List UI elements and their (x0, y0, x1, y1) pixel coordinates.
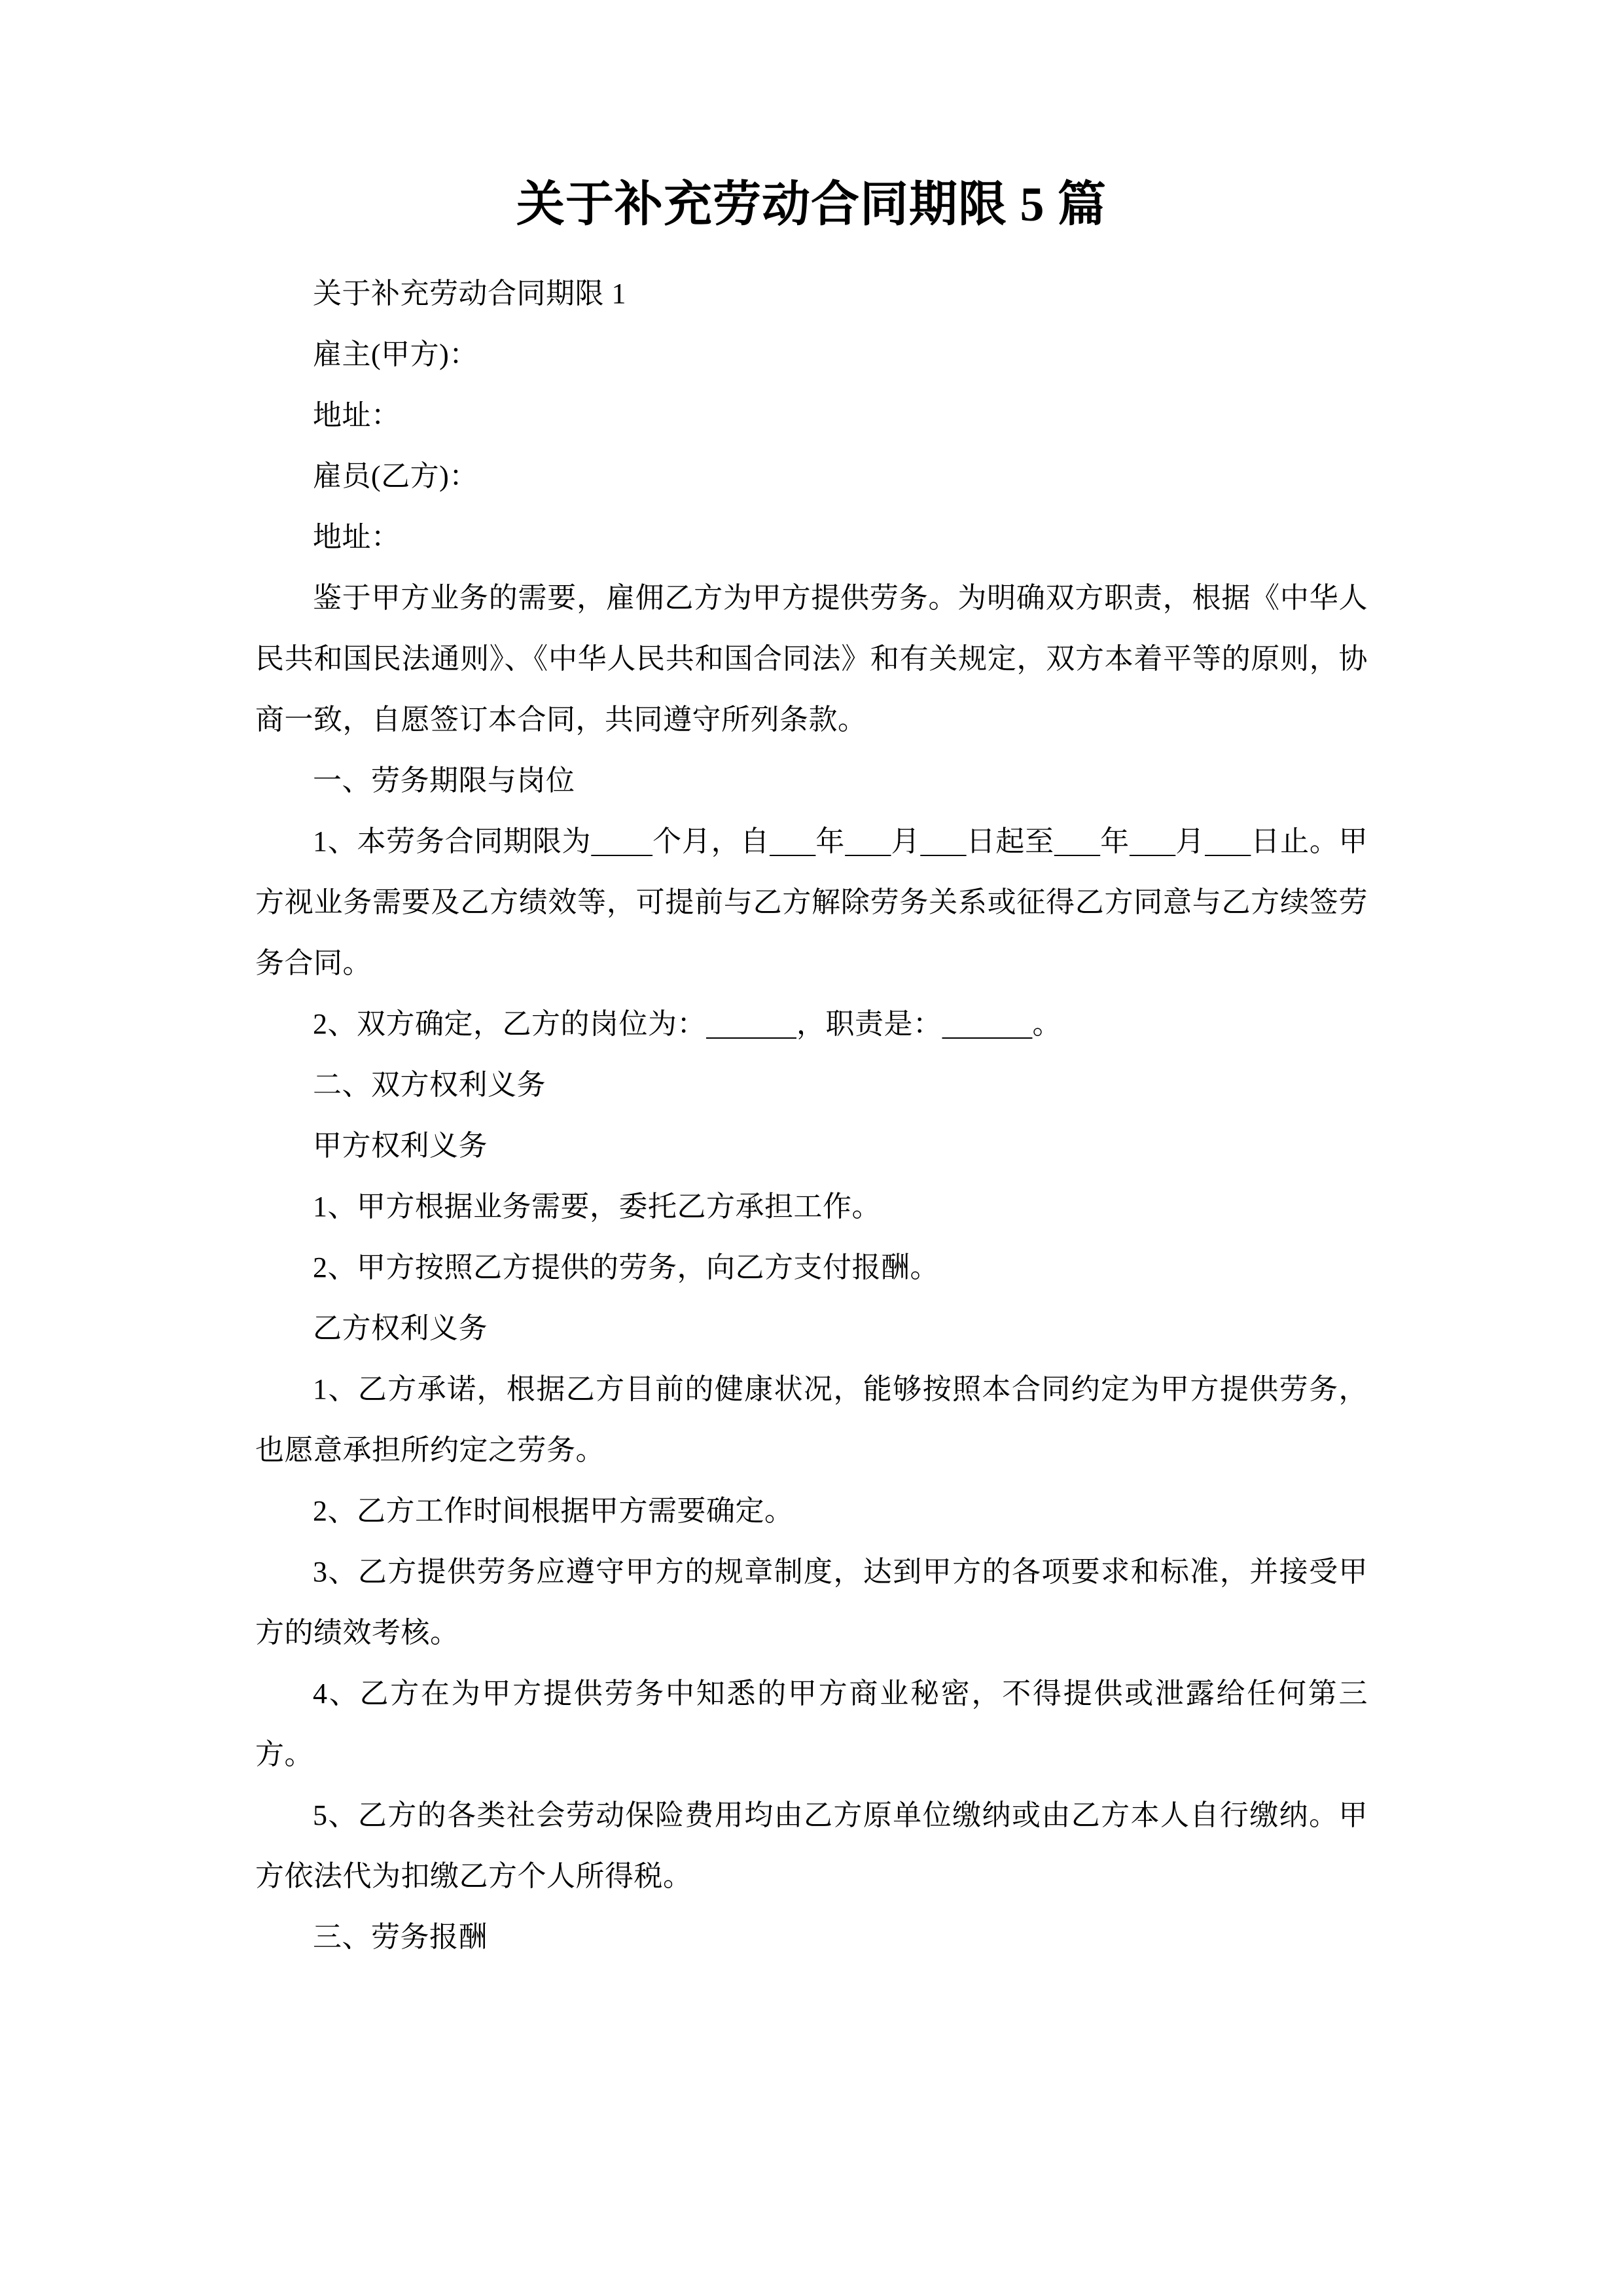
fill-in-blank (920, 825, 966, 857)
paragraph-employee: 雇员(乙方)： (313, 460, 478, 493)
paragraph-sec2_a1: 1、甲方根据业务需要，委托乙方承担工作。 (313, 1191, 881, 1223)
paragraph-heading_sub: 关于补充劳动合同期限 1 (313, 278, 626, 310)
document-text-column (255, 0, 1368, 1967)
paragraph-addr1: 地址： (313, 399, 401, 432)
paragraph-sec3_title: 三、劳务报酬 (313, 1921, 488, 1954)
fill-in-blank (845, 825, 891, 857)
paragraph-sec2_b5: 5、乙方的各类社会劳动保险费用均由乙方原单位缴纳或由乙方本人自行缴纳。甲方依法代为扣缴乙方个人所得税。 (255, 1799, 1368, 1893)
page-title: 关于补充劳动合同期限 5 篇 (516, 178, 1107, 232)
paragraph-sec2_b3: 3、乙方提供劳务应遵守甲方的规章制度，达到甲方的各项要求和标准，并接受甲方的绩效考核。 (255, 1556, 1368, 1649)
paragraph-sec2_title: 二、双方权利义务 (313, 1069, 546, 1102)
paragraph-sec2_partyB: 乙方权利义务 (313, 1312, 488, 1345)
paragraph-sec2_partyA: 甲方权利义务 (313, 1130, 488, 1162)
fill-in-blank (706, 1008, 796, 1040)
document-body (255, 263, 1368, 1967)
fill-in-blank (1054, 825, 1100, 857)
paragraph-sec1_item1: 1、本劳务合同期限为 个月，自 年 月 日起至 年 月 日止。甲方视业务需要及乙方绩效等，可提前与乙方解除劳务关系或征得乙方同意与乙方续签劳务合同。 (255, 825, 1368, 980)
paragraph-sec1_item2: 2、双方确定，乙方的岗位为： ，职责是： 。 (313, 1008, 1061, 1041)
paragraph-sec2_b2: 2、乙方工作时间根据甲方需要确定。 (313, 1495, 794, 1528)
paragraph-employer: 雇主(甲方)： (313, 338, 478, 371)
fill-in-blank (1130, 825, 1175, 857)
paragraph-preamble: 鉴于甲方业务的需要，雇佣乙方为甲方提供劳务。为明确双方职责，根据《中华人民共和国民法通则》、《中华人民共和国合同法》和有关规定，双方本着平等的原则，协商一致，自愿签订本合同，共同遵守所列条款。 (255, 582, 1368, 736)
paragraph-sec2_b1: 1、乙方承诺，根据乙方目前的健康状况，能够按照本合同约定为甲方提供劳务，也愿意承担所约定之劳务。 (255, 1373, 1368, 1467)
fill-in-blank (770, 825, 815, 857)
paragraph-sec2_b4: 4、乙方在为甲方提供劳务中知悉的甲方商业秘密，不得提供或泄露给任何第三方。 (255, 1677, 1368, 1771)
fill-in-blank (942, 1008, 1033, 1040)
paragraph-sec1_title: 一、劳务期限与岗位 (313, 764, 575, 797)
fill-in-blank (1205, 825, 1251, 857)
paragraph-sec2_a2: 2、甲方按照乙方提供的劳务，向乙方支付报酬。 (313, 1251, 939, 1284)
paragraph-addr2: 地址： (313, 521, 401, 554)
fill-in-blank (591, 825, 652, 857)
